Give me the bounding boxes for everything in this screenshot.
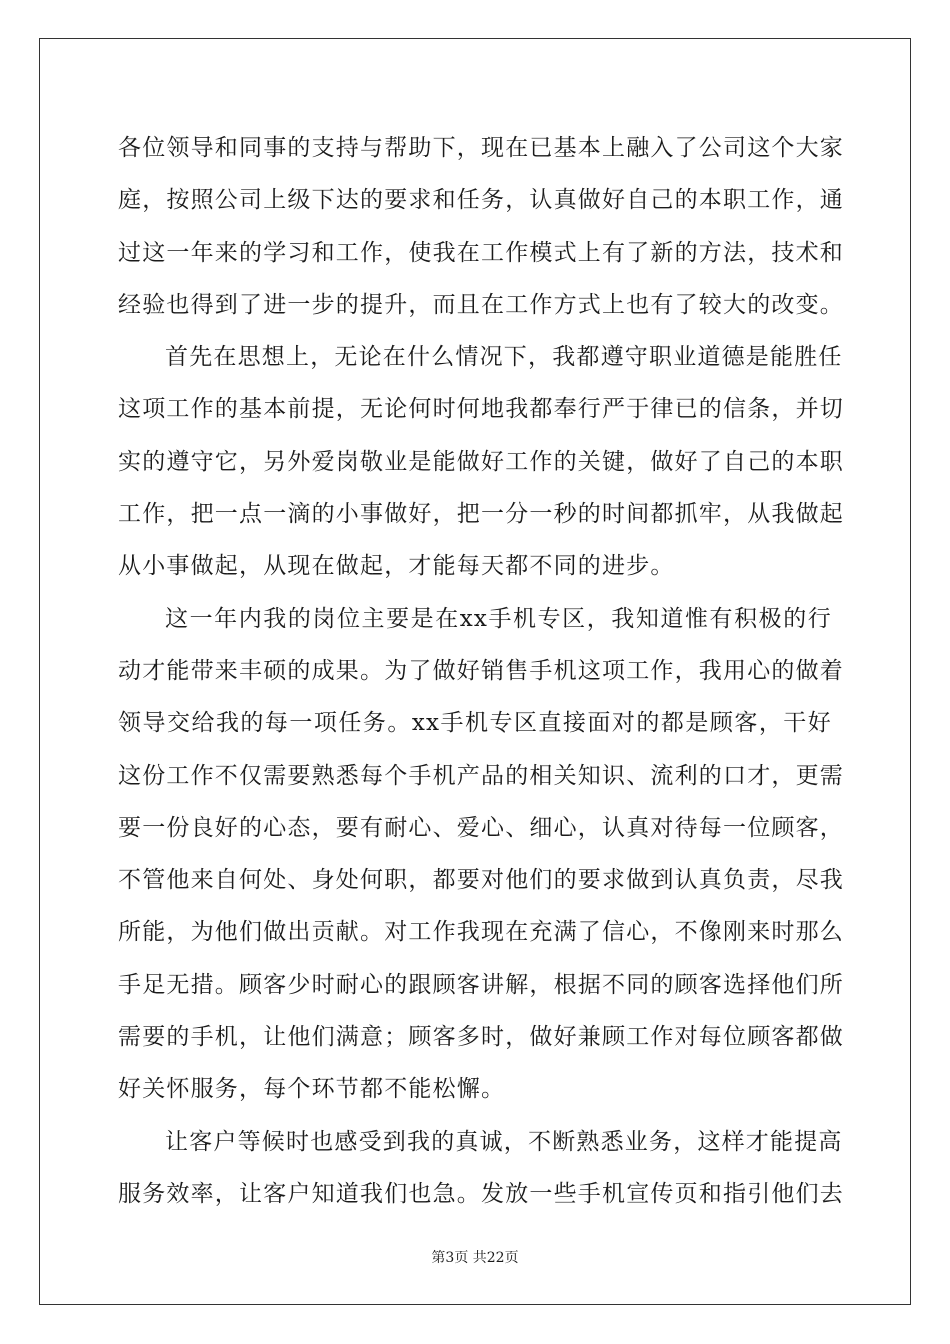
text-line: 不管他来自何处、身处何职，都要对他们的要求做到认真负责，尽我	[118, 867, 844, 894]
text-line: 服务效率，让客户知道我们也急。发放一些手机宣传页和指引他们去	[118, 1180, 844, 1207]
text-line: 实的遵守它，另外爱岗敬业是能做好工作的关键，做好了自己的本职	[118, 448, 844, 475]
text-line: 庭，按照公司上级下达的要求和任务，认真做好自己的本职工作，通	[118, 187, 844, 214]
text-line: 工作，把一点一滴的小事做好，把一分一秒的时间都抓牢，从我做起	[118, 501, 844, 528]
document-body	[118, 128, 844, 1226]
text-line: 手足无措。顾客少时耐心的跟顾客讲解，根据不同的顾客选择他们所	[118, 971, 844, 998]
text-line: 各位领导和同事的支持与帮助下，现在已基本上融入了公司这个大家	[118, 135, 844, 161]
text-line: 从小事做起，从现在做起，才能每天都不同的进步。	[118, 553, 675, 580]
text-line: 这一年内我的岗位主要是在xx手机专区，我知道惟有积极的行	[165, 605, 832, 632]
page-footer: 第3页 共22页	[431, 1250, 519, 1266]
text-line: 这项工作的基本前提，无论何时何地我都奉行严于律已的信条，并切	[118, 396, 844, 423]
text-line: 过这一年来的学习和工作，使我在工作模式上有了新的方法，技术和	[118, 239, 844, 266]
text-line: 好关怀服务，每个环节都不能松懈。	[118, 1076, 506, 1103]
text-line: 让客户等候时也感受到我的真诚，不断熟悉业务，这样才能提高	[165, 1128, 843, 1155]
text-line: 这份工作不仅需要熟悉每个手机产品的相关知识、流利的口才，更需	[118, 762, 844, 789]
text-line: 要一份良好的心态，要有耐心、爱心、细心，认真对待每一位顾客，	[118, 814, 844, 841]
text-line: 首先在思想上，无论在什么情况下，我都遵守职业道德是能胜任	[165, 344, 843, 371]
text-line: 经验也得到了进一步的提升，而且在工作方式上也有了较大的改变。	[118, 291, 844, 318]
text-line: 领导交给我的每一项任务。xx手机专区直接面对的都是顾客，干好	[118, 710, 832, 737]
text-line: 需要的手机，让他们满意；顾客多时，做好兼顾工作对每位顾客都做	[118, 1024, 844, 1051]
text-line: 所能，为他们做出贡献。对工作我现在充满了信心，不像刚来时那么	[118, 919, 844, 946]
text-line: 动才能带来丰硕的成果。为了做好销售手机这项工作，我用心的做着	[118, 657, 844, 684]
